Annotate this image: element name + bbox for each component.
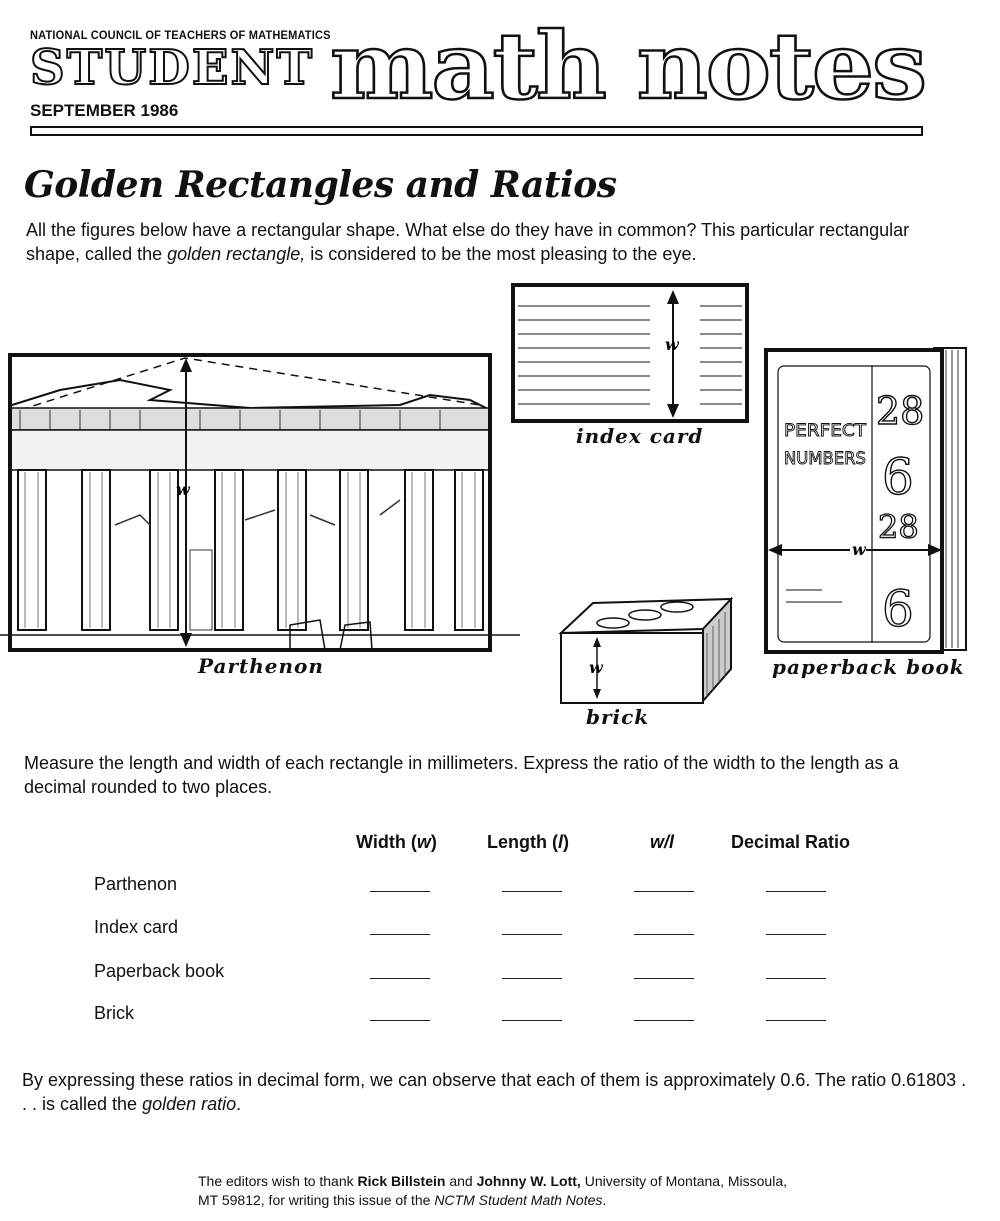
answer-blank[interactable]	[502, 890, 562, 892]
student-wordmark: STUDENT	[30, 40, 315, 96]
row-label-paperback: Paperback book	[94, 961, 225, 981]
answer-blank[interactable]	[634, 977, 694, 979]
row-label-index-card: Index card	[94, 917, 179, 937]
book-title-line-1: PERFECT	[784, 421, 867, 441]
answer-blank[interactable]	[634, 1019, 694, 1021]
width-header-pre: Width (	[356, 832, 417, 852]
answer-blank[interactable]	[370, 890, 430, 892]
intro-text-2: is considered to be the most pleasing to the eye.	[305, 244, 697, 264]
credit-text-1: The editors wish to thank	[198, 1173, 358, 1189]
book-number-2: 6	[882, 448, 914, 506]
book-number-1: 28	[876, 389, 925, 433]
answer-blank[interactable]	[766, 890, 826, 892]
col-header-width	[356, 832, 437, 853]
credit-note	[198, 1172, 798, 1210]
conclusion-text-2: .	[236, 1094, 242, 1114]
masthead-rule	[30, 126, 923, 136]
col-header-length	[487, 832, 569, 853]
width-header-var: w	[416, 832, 431, 852]
width-header-post: )	[430, 832, 437, 852]
brick-figure	[555, 593, 737, 711]
conclusion-paragraph	[22, 1068, 972, 1116]
book-number-3: 28	[878, 508, 919, 546]
intro-paragraph	[26, 218, 966, 266]
credit-author-1: Rick Billstein	[357, 1173, 446, 1189]
answer-blank[interactable]	[766, 933, 826, 935]
credit-publication: NCTM Student Math Notes	[434, 1192, 603, 1208]
conclusion-emphasis: golden ratio	[142, 1094, 237, 1114]
answer-blank[interactable]	[766, 1019, 826, 1021]
index-card-figure	[510, 282, 752, 424]
issue-date: SEPTEMBER 1986	[30, 101, 179, 120]
answer-blank[interactable]	[370, 1019, 430, 1021]
row-label-brick: Brick	[94, 1003, 134, 1023]
col-header-decimal: Decimal Ratio	[731, 832, 851, 852]
credit-author-2: Johnny W. Lott,	[476, 1173, 581, 1189]
math-notes-wordmark: math notes	[330, 18, 926, 120]
parthenon-figure	[0, 350, 525, 665]
index-card-caption: index card	[576, 424, 704, 448]
brick-w-label: w	[589, 658, 603, 677]
index-card-w-label: w	[665, 335, 679, 354]
intro-emphasis: golden rectangle,	[167, 244, 306, 264]
row-label-parthenon: Parthenon	[94, 874, 178, 894]
paperback-caption: paperback book	[772, 655, 965, 679]
book-w-label: w	[852, 540, 866, 559]
book-number-4: 6	[882, 580, 914, 638]
measure-instructions: Measure the length and width of each rectangle in millimeters. Express the ratio of the width to the length as a decimal rounded to two places.	[24, 753, 899, 797]
brick-caption: brick	[586, 705, 650, 729]
credit-text-4: .	[602, 1192, 607, 1208]
parthenon-w-label: w	[176, 480, 190, 499]
parthenon-caption: Parthenon	[198, 654, 324, 678]
answer-blank[interactable]	[502, 1019, 562, 1021]
length-header-post: )	[563, 832, 569, 852]
intro-text-1: All the figures below have a rectangular shape. What else do they have in common? This particular rectangular shape, called the	[26, 220, 910, 264]
organization-name: NATIONAL COUNCIL OF TEACHERS OF MATHEMATICS	[30, 28, 331, 42]
length-header-pre: Length (	[487, 832, 558, 852]
answer-blank[interactable]	[502, 933, 562, 935]
book-title-line-2: NUMBERS	[784, 449, 866, 469]
answer-blank[interactable]	[634, 933, 694, 935]
col-header-ratio: w/l	[650, 832, 675, 852]
page-title: Golden Rectangles and Ratios	[24, 164, 617, 206]
answer-blank[interactable]	[766, 977, 826, 979]
answer-blank[interactable]	[370, 933, 430, 935]
length-header-var: l	[557, 832, 563, 852]
answer-blank[interactable]	[502, 977, 562, 979]
answer-blank[interactable]	[634, 890, 694, 892]
math-notes-logo	[330, 18, 930, 128]
conclusion-text-1: By expressing these ratios in decimal form, we can observe that each of them is approximately 0.6. The ratio 0.61803 . . . is called the	[22, 1070, 967, 1114]
credit-text-3: University of Montana, Missoula, MT 59812, for writing this issue of the	[198, 1173, 788, 1208]
answer-blank[interactable]	[370, 977, 430, 979]
paperback-figure	[762, 344, 972, 658]
credit-text-2: and	[445, 1173, 477, 1189]
